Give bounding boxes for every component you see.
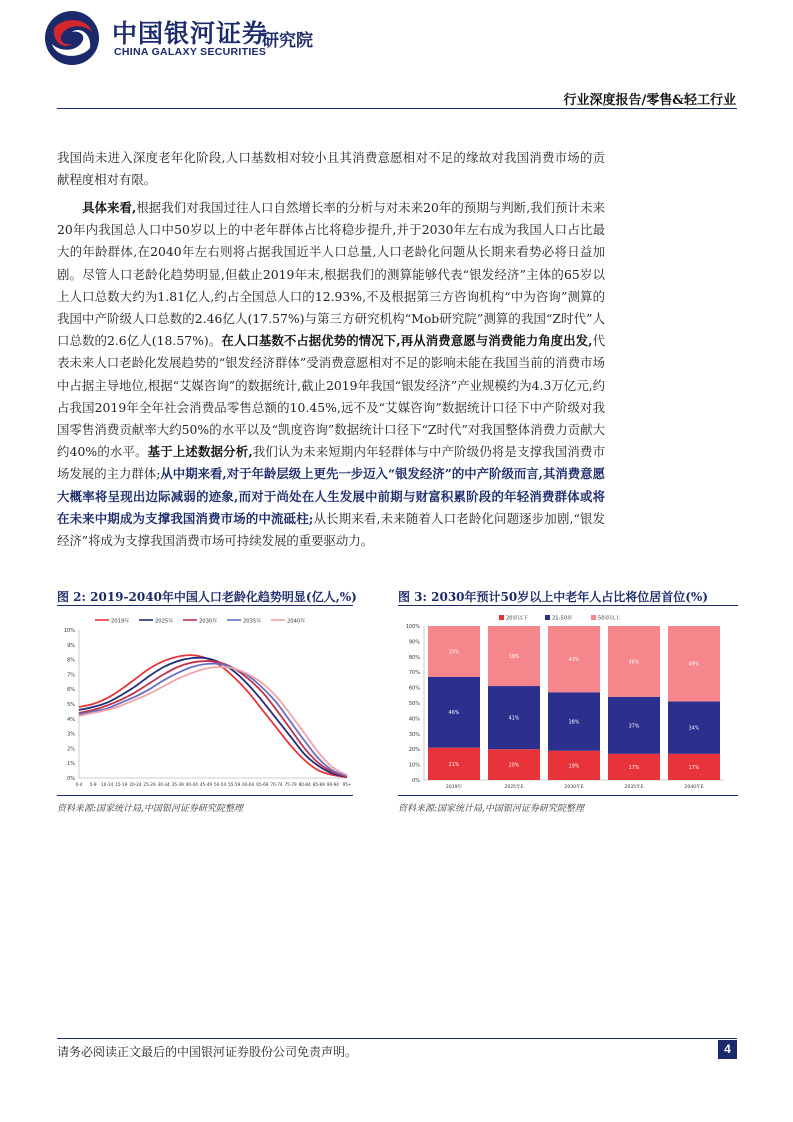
- logo: [42, 8, 342, 68]
- legend-label: 2040年: [287, 618, 306, 625]
- x-tick-label: 65-69: [256, 782, 269, 787]
- y-tick-label: 10%: [63, 628, 75, 634]
- footer-divider: [57, 1038, 737, 1039]
- x-tick-label: 5-9: [89, 782, 97, 787]
- legend-swatch: [591, 615, 596, 620]
- text-segment-c: 我们认为未来短期内年轻群体与中产阶级仍将是支撑我国消费市场发展的主力群体;: [57, 444, 605, 482]
- text-segment-a: 根据我们对我国过往人口自然增长率的分析与对未来20年的预期与判断,我们预计未来20年内我国总人口中50岁以上的中老年群体占比将稳步提升,并于2030年左右成为我国人口占比最大的年龄群体,在2040年左右则将占据我国近半人口总量,人口老龄化问题从长期来看势必将日益加剧。尽管人口老龄化趋势明显,但截止2019年末,根据我们的测算能够代表“银发经济”主体的65岁以上人口总数大约为1.81亿人,约占全国总人口的12.93%,不及根据第三方咨询机构“中为咨询”测算的我国中产阶级人口总数的2.46亿人(17.57%)与第三方研究机构“Mob研究院”测算的我国“Z时代”人口总数的2.6亿人(18.57%)。: [57, 200, 605, 349]
- x-tick-label: 95+: [342, 782, 352, 787]
- y-tick-label: 8%: [67, 657, 75, 664]
- data-label: 39%: [508, 655, 520, 661]
- y-tick-label: 0%: [67, 776, 75, 782]
- y-tick-label: 7%: [67, 672, 75, 679]
- y-tick-label: 5%: [67, 702, 75, 708]
- y-tick-label: 10%: [408, 762, 420, 769]
- page-number: 4: [718, 1040, 737, 1059]
- y-tick-label: 30%: [408, 731, 420, 738]
- legend-label: 2030年: [199, 618, 218, 625]
- y-tick-label: 1%: [67, 761, 75, 768]
- series-line: [79, 655, 347, 777]
- text-segment-d: 从长期来看,未来随着人口老龄化问题逐步加剧,“银发经济”将成为支撑我国消费市场可持续发展的重要驱动力。: [57, 510, 605, 549]
- legend-label: 2019年: [111, 618, 130, 625]
- text-segment-b: 代表未来人口老龄化发展趋势的“银发经济群体”受消费意愿相对不足的影响未能在我国当前的消费市场中占据主导地位,根据“艾媒咨询”的数据统计,截止2019年我国“银发经济”产业规模约为4.3万亿元,约占我国2019年全年社会消费品零售总额的10.45%,远不及“艾媒咨询”数据统计口径下中产阶级对我国零售消费贡献率大约50%的水平以及“凯度咨询”数据统计口径下“Z时代”对我国整体消费力贡献大约40%的水平。: [57, 333, 605, 460]
- data-label: 21%: [448, 762, 460, 768]
- x-tick-label: 35-39: [171, 782, 184, 787]
- y-tick-label: 0%: [412, 778, 420, 784]
- aging-trend-line-chart: [57, 608, 353, 792]
- figure-2-title: 图 2: 2019-2040年中国人口老龄化趋势明显(亿人,%): [57, 590, 357, 604]
- emphasis-segment-2: 基于上述数据分析,: [147, 444, 253, 460]
- legend-label: 21-50岁: [552, 615, 573, 622]
- series-line: [79, 667, 347, 775]
- x-tick-label: 2030年E: [564, 785, 584, 790]
- data-label: 38%: [568, 720, 580, 726]
- figure-2-top-rule: [57, 605, 353, 606]
- data-label: 37%: [628, 724, 640, 730]
- y-tick-label: 60%: [408, 685, 420, 692]
- x-tick-label: 50-54: [213, 782, 227, 787]
- x-tick-label: 60-64: [242, 782, 255, 787]
- data-label: 20%: [508, 763, 520, 769]
- figure-2-bottom-rule: [57, 795, 353, 796]
- data-label: 41%: [508, 716, 520, 722]
- y-tick-label: 3%: [67, 731, 75, 738]
- data-label: 34%: [688, 726, 700, 732]
- data-label: 19%: [568, 764, 580, 770]
- data-label: 46%: [448, 711, 460, 717]
- data-label: 17%: [688, 765, 700, 771]
- legend-label: 2035年: [243, 618, 262, 625]
- x-tick-label: 70-74: [270, 782, 283, 787]
- data-label: 43%: [568, 658, 580, 664]
- x-tick-label: 20-24: [129, 782, 142, 787]
- report-type: 行业深度报告/零售&轻工行业: [563, 93, 736, 108]
- y-tick-label: 4%: [67, 716, 75, 723]
- lead-phrase: 具体来看,: [82, 200, 137, 215]
- header-divider: [57, 108, 737, 109]
- figure-3-top-rule: [398, 605, 738, 606]
- y-tick-label: 40%: [408, 716, 420, 723]
- institute-label: 研究院: [262, 31, 313, 51]
- disclaimer: 请务必阅读正文最后的中国银河证券股份公司免责声明。: [57, 1045, 358, 1059]
- data-label: 49%: [688, 662, 700, 668]
- y-tick-label: 50%: [408, 701, 420, 707]
- x-tick-label: 2025年E: [504, 785, 524, 790]
- x-tick-label: 10-14: [101, 782, 114, 787]
- y-tick-label: 90%: [408, 639, 420, 646]
- x-tick-label: 40-44: [185, 782, 198, 787]
- data-label: 46%: [628, 660, 640, 666]
- x-tick-label: 30-34: [157, 782, 170, 787]
- brand-name-cn: 中国银河证券: [112, 19, 269, 48]
- x-tick-label: 85-89: [312, 782, 325, 787]
- paragraph-2: [57, 197, 605, 552]
- x-tick-label: 90-94: [326, 782, 339, 787]
- y-tick-label: 9%: [67, 642, 75, 649]
- data-label: 33%: [448, 650, 460, 656]
- y-tick-label: 70%: [408, 670, 420, 677]
- y-tick-label: 2%: [67, 746, 75, 753]
- data-label: 17%: [628, 765, 640, 771]
- legend-swatch: [499, 615, 504, 620]
- series-line: [79, 658, 347, 777]
- x-tick-label: 55-59: [228, 782, 241, 787]
- x-tick-label: 25-29: [143, 782, 156, 787]
- x-tick-label: 2019年: [445, 785, 463, 790]
- legend-label: 20岁以下: [506, 615, 529, 622]
- emphasis-segment: 在人口基数不占据优势的情况下,再从消费意愿与消费能力角度出发,: [221, 333, 593, 349]
- paragraph-1: 我国尚未进入深度老年化阶段,人口基数相对较小且其消费意愿相对不足的缘故对我国消费市场的贡献程度相对有限。: [57, 150, 605, 188]
- age-share-stacked-bar-chart: [398, 608, 738, 792]
- figure-3-bottom-rule: [398, 795, 738, 796]
- x-tick-label: 2040年E: [684, 785, 704, 790]
- highlight-segment: 从中期来看,对于年龄层级上更先一步迈入“银发经济”的中产阶级而言,其消费意愿大概率将呈现出边际减弱的迹象,而对于尚处在人生发展中前期与财富积累阶段的年轻消费群体或将在未来中期成为支撑我国消费市场的中流砥柱;: [57, 466, 605, 526]
- x-tick-label: 0-4: [75, 782, 83, 787]
- brand-name-en: CHINA GALAXY SECURITIES: [114, 46, 267, 58]
- x-tick-label: 75-79: [284, 782, 297, 787]
- figure-2-source: 资料来源:国家统计局,中国银河证券研究院整理: [57, 804, 243, 814]
- y-tick-label: 20%: [408, 747, 420, 754]
- x-tick-label: 15-19: [115, 782, 128, 787]
- legend-label: 2025年: [155, 618, 174, 625]
- legend-label: 50岁以上: [598, 615, 621, 622]
- figure-3-title: 图 3: 2030年预计50岁以上中老年人占比将位居首位(%): [398, 590, 708, 604]
- x-tick-label: 2035年E: [624, 785, 644, 790]
- y-tick-label: 80%: [408, 654, 420, 661]
- x-tick-label: 45-49: [199, 782, 213, 787]
- galaxy-logo-icon: [42, 8, 102, 68]
- x-tick-label: 80-84: [298, 782, 311, 787]
- figure-3-source: 资料来源:国家统计局,中国银河证券研究院整理: [398, 804, 584, 814]
- series-line: [79, 661, 347, 776]
- legend-swatch: [545, 615, 550, 620]
- series-line: [79, 664, 347, 776]
- y-tick-label: 100%: [405, 624, 420, 630]
- y-tick-label: 6%: [67, 687, 75, 694]
